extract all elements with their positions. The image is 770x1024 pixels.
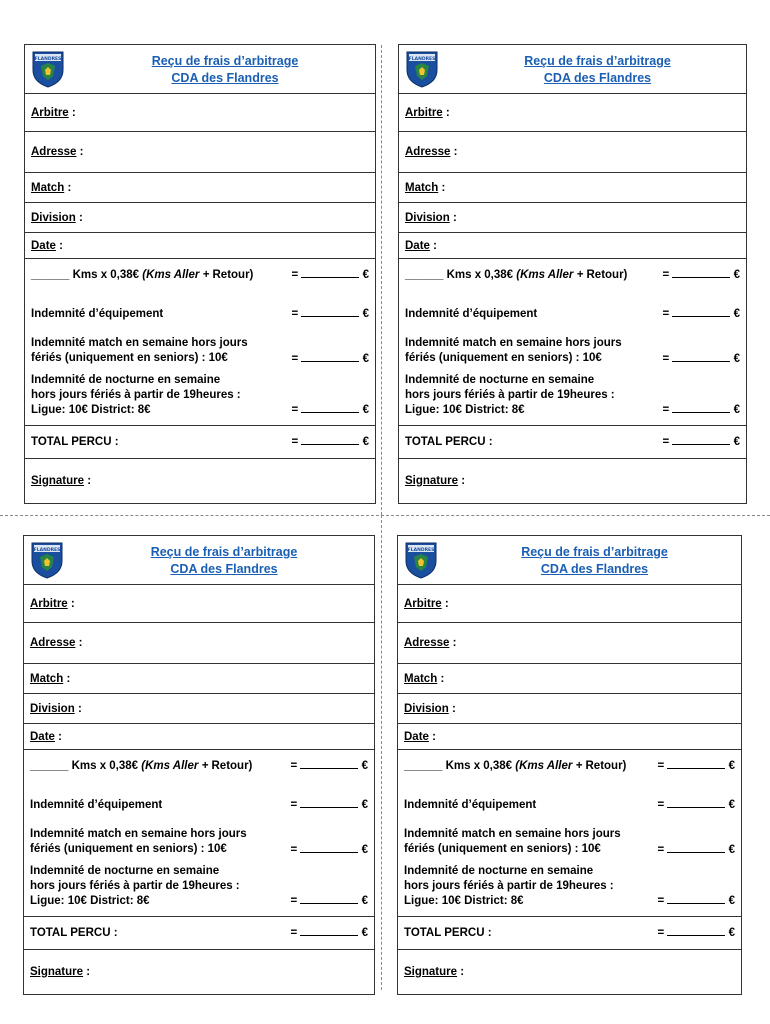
label-signature: Signature [31, 475, 85, 487]
row-total [24, 917, 374, 950]
title-line-2: CDA des Flandres [170, 562, 278, 576]
label-arbitre: Arbitre [404, 597, 442, 610]
label-date: Date [30, 730, 55, 743]
kms-italic: (Kms Aller + [142, 269, 210, 281]
row-signature [398, 950, 741, 994]
nocturne-line-1: Indemnité de nocturne en semaine [404, 865, 594, 877]
colon: : [461, 475, 466, 487]
kms-amount: = € [662, 269, 740, 281]
row-match [24, 664, 374, 694]
label-signature: Signature [30, 966, 84, 978]
colon: : [86, 966, 91, 978]
row-signature [24, 950, 374, 994]
kms-retour: Retour) [585, 760, 627, 772]
equipement-amount: = € [291, 308, 369, 320]
flandres-logo [405, 50, 439, 88]
nocturne-line-2: hors jours fériés à partir de 19heures : [30, 880, 240, 892]
row-match [398, 664, 741, 694]
equipement-amount: = € [290, 799, 368, 811]
label-adresse: Adresse [404, 637, 450, 649]
row-arbitre [398, 585, 741, 623]
row-division [399, 203, 746, 233]
label-match: Match [31, 181, 65, 194]
colon: : [445, 106, 450, 119]
row-adresse [24, 623, 374, 664]
flandres-logo [31, 50, 65, 88]
total-amount: = € [657, 927, 735, 939]
title-line-1: Reçu de frais d’arbitrage [150, 545, 298, 559]
nocturne-line-1: Indemnité de nocturne en semaine [405, 374, 595, 386]
label-adresse: Adresse [31, 146, 77, 158]
colon: : [452, 211, 457, 224]
kms-blank: ______ [31, 269, 70, 281]
cut-line-vertical-bottom [381, 515, 382, 990]
colon: : [71, 106, 76, 119]
label-total: TOTAL PERCU : [30, 927, 118, 939]
label-adresse: Adresse [30, 637, 76, 649]
row-adresse [398, 623, 741, 664]
kms-amount: = € [290, 760, 368, 772]
title-line-1: Reçu de frais d’arbitrage [151, 54, 299, 68]
receipt-card-2 [398, 44, 747, 504]
row-indemnites [398, 750, 741, 917]
kms-italic: (Kms Aller + [516, 269, 584, 281]
kms-italic: (Kms Aller + [141, 760, 209, 772]
nocturne-line-2: hors jours fériés à partir de 19heures : [31, 389, 241, 401]
label-division: Division [30, 702, 75, 715]
match-semaine-line-1: Indemnité match en semaine hors jours [31, 337, 248, 349]
match-semaine-line-1: Indemnité match en semaine hors jours [30, 828, 247, 840]
row-division [24, 694, 374, 724]
nocturne-amount: = € [291, 404, 369, 416]
total-amount: = € [662, 436, 740, 448]
row-indemnites [399, 259, 746, 426]
nocturne-line-3: Ligue: 10€ District: 8€ [30, 895, 150, 907]
equipement-label: Indemnité d’équipement [405, 308, 538, 320]
row-adresse [399, 132, 746, 173]
colon: : [77, 702, 82, 715]
receipt-title [458, 544, 731, 578]
logo-text: FLANDRES [407, 548, 435, 553]
row-arbitre [24, 585, 374, 623]
match-semaine-line-2: fériés (uniquement en seniors) : 10€ [404, 843, 601, 855]
kms-label: Kms x 0,38€ [71, 760, 139, 772]
nocturne-line-3: Ligue: 10€ District: 8€ [31, 404, 151, 416]
total-amount: = € [291, 436, 369, 448]
colon: : [59, 239, 63, 252]
kms-line [31, 269, 253, 281]
colon: : [451, 702, 456, 715]
row-total [399, 426, 746, 459]
equipement-label: Indemnité d’équipement [30, 799, 163, 811]
match-semaine-amount: = € [657, 844, 735, 856]
kms-label: Kms x 0,38€ [445, 760, 513, 772]
kms-label: Kms x 0,38€ [72, 269, 140, 281]
kms-italic: (Kms Aller + [515, 760, 583, 772]
colon: : [444, 597, 449, 610]
colon: : [66, 672, 71, 685]
row-division [398, 694, 741, 724]
label-signature: Signature [405, 475, 459, 487]
logo-text: FLANDRES [33, 548, 61, 553]
label-date: Date [31, 239, 56, 252]
kms-line [405, 269, 627, 281]
colon: : [79, 146, 84, 158]
match-semaine-line-2: fériés (uniquement en seniors) : 10€ [31, 352, 228, 364]
receipt-card-1 [24, 44, 376, 504]
equipement-label: Indemnité d’équipement [404, 799, 537, 811]
cut-line-horizontal [0, 515, 770, 516]
label-division: Division [31, 211, 76, 224]
equipement-amount: = € [657, 799, 735, 811]
label-total: TOTAL PERCU : [31, 436, 119, 448]
row-total [398, 917, 741, 950]
label-total: TOTAL PERCU : [405, 436, 493, 448]
total-amount: = € [290, 927, 368, 939]
colon: : [87, 475, 92, 487]
row-date [24, 724, 374, 750]
receipt-title [84, 544, 364, 578]
nocturne-line-2: hors jours fériés à partir de 19heures : [405, 389, 615, 401]
flandres-logo [30, 541, 64, 579]
row-division [25, 203, 375, 233]
kms-label: Kms x 0,38€ [446, 269, 514, 281]
colon: : [452, 637, 457, 649]
kms-amount: = € [291, 269, 369, 281]
nocturne-amount: = € [290, 895, 368, 907]
receipt-header [24, 536, 374, 585]
match-semaine-amount: = € [290, 844, 368, 856]
label-division: Division [405, 211, 450, 224]
row-arbitre [25, 94, 375, 132]
colon: : [58, 730, 62, 743]
label-arbitre: Arbitre [405, 106, 443, 119]
kms-line [30, 760, 252, 772]
row-date [398, 724, 741, 750]
kms-retour: Retour) [212, 269, 254, 281]
kms-line [404, 760, 626, 772]
title-line-1: Reçu de frais d’arbitrage [521, 545, 668, 559]
match-semaine-amount: = € [662, 353, 740, 365]
row-indemnites [24, 750, 374, 917]
row-signature [399, 459, 746, 503]
receipt-header [398, 536, 741, 585]
kms-amount: = € [657, 760, 735, 772]
receipt-title [459, 53, 736, 87]
equipement-amount: = € [662, 308, 740, 320]
label-date: Date [404, 730, 429, 743]
match-semaine-amount: = € [291, 353, 369, 365]
kms-blank: ______ [404, 760, 443, 772]
nocturne-line-2: hors jours fériés à partir de 19heures : [404, 880, 614, 892]
match-semaine-line-2: fériés (uniquement en seniors) : 10€ [405, 352, 602, 364]
colon: : [441, 181, 446, 194]
receipt-header [399, 45, 746, 94]
title-line-2: CDA des Flandres [540, 562, 649, 576]
cut-line-vertical-top [381, 45, 382, 515]
colon: : [453, 146, 458, 158]
label-arbitre: Arbitre [31, 106, 69, 119]
row-signature [25, 459, 375, 503]
label-match: Match [30, 672, 64, 685]
title-line-2: CDA des Flandres [543, 71, 652, 85]
row-total [25, 426, 375, 459]
nocturne-line-1: Indemnité de nocturne en semaine [30, 865, 220, 877]
colon: : [432, 730, 436, 743]
colon: : [433, 239, 437, 252]
receipt-header [25, 45, 375, 94]
nocturne-line-3: Ligue: 10€ District: 8€ [405, 404, 525, 416]
logo-text: FLANDRES [408, 57, 436, 62]
label-signature: Signature [404, 966, 458, 978]
kms-blank: ______ [30, 760, 69, 772]
row-match [25, 173, 375, 203]
row-indemnites [25, 259, 375, 426]
colon: : [78, 637, 83, 649]
match-semaine-line-1: Indemnité match en semaine hors jours [405, 337, 622, 349]
label-division: Division [404, 702, 449, 715]
nocturne-line-1: Indemnité de nocturne en semaine [31, 374, 221, 386]
colon: : [440, 672, 445, 685]
colon: : [70, 597, 75, 610]
row-adresse [25, 132, 375, 173]
colon: : [78, 211, 83, 224]
row-date [399, 233, 746, 259]
label-arbitre: Arbitre [30, 597, 68, 610]
flandres-logo [404, 541, 438, 579]
kms-retour: Retour) [586, 269, 628, 281]
kms-blank: ______ [405, 269, 444, 281]
colon: : [67, 181, 72, 194]
logo-text: FLANDRES [34, 57, 62, 62]
title-line-2: CDA des Flandres [171, 71, 279, 85]
label-adresse: Adresse [405, 146, 451, 158]
label-total: TOTAL PERCU : [404, 927, 492, 939]
receipt-title [85, 53, 365, 87]
row-arbitre [399, 94, 746, 132]
kms-retour: Retour) [211, 760, 253, 772]
colon: : [460, 966, 465, 978]
title-line-1: Reçu de frais d’arbitrage [524, 54, 671, 68]
receipt-card-4 [397, 535, 742, 995]
equipement-label: Indemnité d’équipement [31, 308, 164, 320]
nocturne-amount: = € [657, 895, 735, 907]
receipt-card-3 [23, 535, 375, 995]
match-semaine-line-2: fériés (uniquement en seniors) : 10€ [30, 843, 227, 855]
label-match: Match [405, 181, 439, 194]
label-date: Date [405, 239, 430, 252]
row-date [25, 233, 375, 259]
nocturne-line-3: Ligue: 10€ District: 8€ [404, 895, 524, 907]
row-match [399, 173, 746, 203]
nocturne-amount: = € [662, 404, 740, 416]
match-semaine-line-1: Indemnité match en semaine hors jours [404, 828, 621, 840]
label-match: Match [404, 672, 438, 685]
